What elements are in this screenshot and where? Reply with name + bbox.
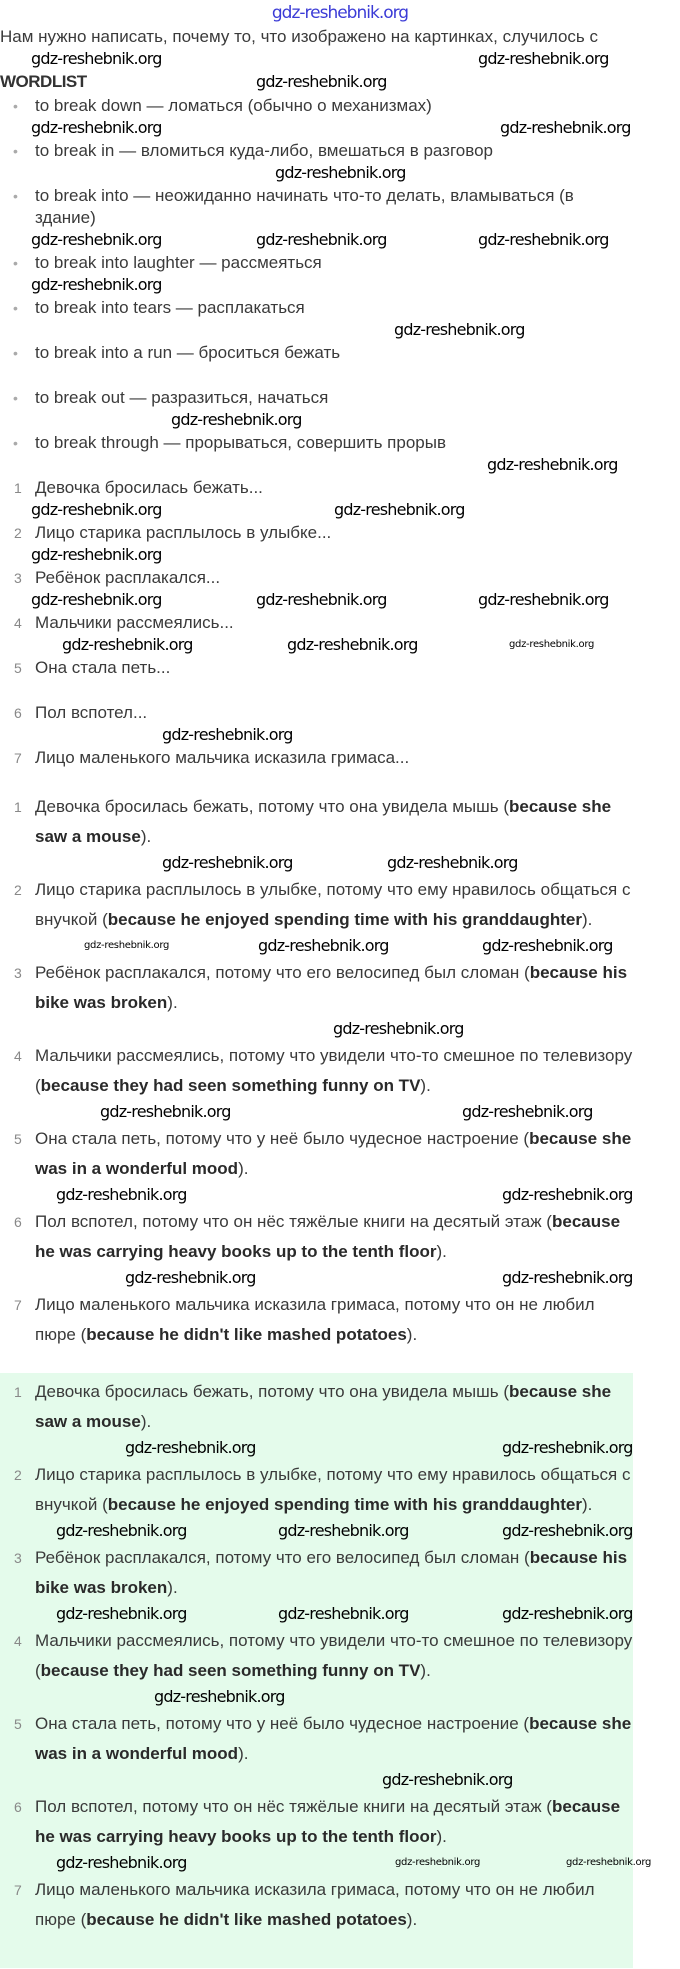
bullet-icon: •	[13, 390, 18, 406]
item-number: 6	[14, 1214, 22, 1230]
watermark-row	[0, 274, 680, 297]
watermark-row	[0, 1437, 633, 1460]
watermark: gdz-reshebnik.org	[478, 590, 609, 609]
watermark-row	[0, 454, 680, 477]
answer-text: Мальчики рассмеялись, потому что увидели что-то смешное по телевизору (	[35, 1046, 633, 1095]
watermark: gdz-reshebnik.org	[162, 725, 293, 744]
answer-item	[0, 1543, 635, 1603]
watermark-row	[0, 499, 680, 522]
item-number: 7	[14, 1297, 22, 1313]
answer-text: Ребёнок расплакался, потому что его велосипед был сломан (	[35, 963, 530, 982]
answer-english: because she saw a mouse	[35, 797, 612, 846]
sentence-text: Мальчики рассмеялись...	[35, 613, 234, 632]
wordlist-item	[0, 387, 635, 409]
watermark-row	[0, 319, 680, 342]
watermark-row	[0, 1603, 633, 1626]
item-number: 1	[14, 799, 22, 815]
item-number: 1	[14, 1384, 22, 1400]
watermark: gdz-reshebnik.org	[487, 455, 618, 474]
answer-text: ).	[167, 993, 178, 1012]
answer-text: ).	[406, 1910, 418, 1929]
watermark: gdz-reshebnik.org	[502, 1604, 633, 1623]
bullet-icon: •	[13, 143, 18, 159]
answer-text: Пол вспотел, потому что он нёс тяжёлые книги на десятый этаж (	[35, 1212, 552, 1231]
item-number: 7	[14, 750, 22, 766]
item-number: 3	[14, 570, 22, 586]
answer-text: Лицо старика расплылось в улыбке, потому что ему нравилось общаться с внучкой (	[35, 1465, 631, 1514]
item-number: 5	[14, 660, 22, 676]
watermark: gdz-reshebnik.org	[31, 118, 162, 137]
watermark: gdz-reshebnik.org	[125, 1438, 256, 1457]
watermark: gdz-reshebnik.org	[256, 590, 387, 609]
answer-item	[0, 1290, 635, 1350]
answer-item	[0, 792, 635, 852]
wordlist-item-text: to break into a run — броситься бежать	[35, 343, 341, 362]
answer-text: Пол вспотел, потому что он нёс тяжёлые книги на десятый этаж (	[35, 1797, 552, 1816]
watermark-row	[0, 724, 680, 747]
item-number: 3	[14, 1550, 22, 1566]
watermark: gdz-reshebnik.org	[56, 1853, 187, 1872]
watermark-row	[0, 1184, 680, 1207]
watermark: gdz-reshebnik.org	[84, 940, 170, 951]
wordlist-item-text: to break into — неожиданно начинать что-то делать, вламываться (в здание)	[35, 186, 574, 227]
answer-text: ).	[140, 827, 152, 846]
watermark: gdz-reshebnik.org	[171, 410, 302, 429]
item-number: 4	[14, 1048, 22, 1064]
watermark: gdz-reshebnik.org	[154, 1687, 285, 1706]
item-number: 6	[14, 1799, 22, 1815]
answer-text: ).	[140, 1412, 152, 1431]
watermark: gdz-reshebnik.org	[395, 1857, 481, 1868]
answer-item	[0, 1709, 635, 1769]
watermark: gdz-reshebnik.org	[502, 1438, 633, 1457]
watermark: gdz-reshebnik.org	[258, 936, 389, 955]
answer-english: because he was carrying heavy books up to the tenth floor	[35, 1797, 621, 1846]
watermark-row	[0, 1769, 633, 1792]
answer-text: ).	[406, 1325, 418, 1344]
wordlist-item-text: to break through — прорываться, совершить прорыв	[35, 433, 446, 452]
item-number: 2	[14, 882, 22, 898]
answer-english: because he enjoyed spending time with his granddaughter	[107, 910, 582, 929]
watermark: gdz-reshebnik.org	[31, 545, 162, 564]
item-number: 3	[14, 965, 22, 981]
answer-item	[0, 1460, 635, 1520]
watermark: gdz-reshebnik.org	[478, 49, 609, 68]
answer-text: Лицо маленького мальчика исказила гримаса, потому что он не любил пюре (	[35, 1295, 595, 1344]
watermark: gdz-reshebnik.org	[482, 936, 613, 955]
answer-text: ).	[238, 1744, 249, 1763]
sentence-text: Ребёнок расплакался...	[35, 568, 221, 587]
answer-text: Девочка бросилась бежать, потому что она увидела мышь (	[35, 797, 509, 816]
answer-item	[0, 1875, 635, 1935]
watermark-row	[0, 1935, 633, 1958]
wordlist-item-text: to break into laughter — рассмеяться	[35, 253, 322, 272]
watermark-row	[0, 679, 680, 702]
answer-list	[0, 792, 680, 1373]
answer-english: because he didn't like mashed potatoes	[86, 1325, 407, 1344]
answer-english: because they had seen something funny on TV	[40, 1076, 421, 1095]
watermark: gdz-reshebnik.org	[334, 500, 465, 519]
answer-item	[0, 1792, 635, 1852]
item-number: 7	[14, 1882, 22, 1898]
watermark: gdz-reshebnik.org	[502, 1185, 633, 1204]
answer-text: Ребёнок расплакался, потому что его велосипед был сломан (	[35, 1548, 530, 1567]
watermark: gdz-reshebnik.org	[278, 1521, 409, 1540]
wordlist-item	[0, 252, 635, 274]
watermark: gdz-reshebnik.org	[256, 230, 387, 249]
watermark: gdz-reshebnik.org	[509, 639, 595, 650]
item-number: 4	[14, 615, 22, 631]
answer-item	[0, 1041, 635, 1101]
answer-text: Лицо старика расплылось в улыбке, потому что ему нравилось общаться с внучкой (	[35, 880, 631, 929]
watermark: gdz-reshebnik.org	[56, 1185, 187, 1204]
answer-text: ).	[167, 1578, 178, 1597]
watermark-row	[0, 589, 680, 612]
sentence-text: Она стала петь...	[35, 658, 171, 677]
answer-text: ).	[436, 1827, 447, 1846]
answer-item	[0, 875, 635, 935]
sentence-text: Девочка бросилась бежать...	[35, 478, 263, 497]
bullet-icon: •	[13, 98, 18, 114]
sentence-item	[0, 477, 635, 499]
sentence-item	[0, 567, 635, 589]
item-number: 2	[14, 525, 22, 541]
bullet-icon: •	[13, 435, 18, 451]
watermark-row	[0, 364, 680, 387]
watermark: gdz-reshebnik.org	[256, 72, 387, 91]
watermark: gdz-reshebnik.org	[478, 230, 609, 249]
answer-text: Девочка бросилась бежать, потому что она увидела мышь (	[35, 1382, 509, 1401]
answer-english: because he didn't like mashed potatoes	[86, 1910, 407, 1929]
watermark: gdz-reshebnik.org	[125, 1268, 256, 1287]
watermark: gdz-reshebnik.org	[31, 49, 162, 68]
watermark-row	[0, 1852, 652, 1875]
answer-item	[0, 958, 635, 1018]
watermark-row	[0, 769, 680, 792]
watermark-row	[0, 935, 680, 958]
watermark: gdz-reshebnik.org	[275, 163, 406, 182]
answer-item	[0, 1626, 635, 1686]
sentence-item	[0, 747, 635, 769]
bullet-icon: •	[13, 188, 18, 204]
watermark-row	[0, 1101, 680, 1124]
watermark: gdz-reshebnik.org	[162, 853, 293, 872]
answer-text: Лицо маленького мальчика исказила гримаса, потому что он не любил пюре (	[35, 1880, 595, 1929]
answer-text: ).	[420, 1661, 431, 1680]
item-number: 4	[14, 1633, 22, 1649]
answer-text: Мальчики рассмеялись, потому что увидели что-то смешное по телевизору (	[35, 1631, 633, 1680]
watermark-row	[0, 852, 680, 875]
bullet-icon: •	[13, 300, 18, 316]
watermark: gdz-reshebnik.org	[333, 1019, 464, 1038]
answer-english: because he was carrying heavy books up to the tenth floor	[35, 1212, 621, 1261]
wordlist-heading: WORDLIST	[0, 72, 87, 91]
answer-text: Она стала петь, потому что у неё было чудесное настроение (	[35, 1129, 530, 1148]
wordlist-item	[0, 297, 635, 319]
watermark-row	[0, 117, 680, 140]
answer-item	[0, 1124, 635, 1184]
wordlist-item	[0, 140, 635, 162]
answer-text: ).	[436, 1242, 447, 1261]
watermark: gdz-reshebnik.org	[31, 230, 162, 249]
answer-item	[0, 1377, 635, 1437]
watermark: gdz-reshebnik.org	[394, 320, 525, 339]
sentence-item	[0, 702, 635, 724]
watermark: gdz-reshebnik.org	[287, 635, 418, 654]
item-number: 5	[14, 1716, 22, 1732]
answer-english: because she was in a wonderful mood	[35, 1129, 632, 1178]
watermark: gdz-reshebnik.org	[502, 1521, 633, 1540]
answer-text: ).	[581, 1495, 593, 1514]
watermark-row	[0, 1018, 680, 1041]
item-number: 6	[14, 705, 22, 721]
watermark: gdz-reshebnik.org	[462, 1102, 593, 1121]
wordlist-item-text: to break into tears — расплакаться	[35, 298, 305, 317]
answer-text: ).	[581, 910, 593, 929]
watermark-row	[0, 1267, 680, 1290]
answer-item	[0, 1207, 635, 1267]
watermark-row	[0, 162, 680, 185]
wordlist-item-text: to break down — ломаться (обычно о механизмах)	[35, 96, 432, 115]
watermark-row	[0, 1520, 633, 1543]
sentence-text: Пол вспотел...	[35, 703, 148, 722]
answer-english: because his bike was broken	[35, 1548, 628, 1597]
watermark-row	[0, 229, 680, 252]
watermark: gdz-reshebnik.org	[31, 500, 162, 519]
answer-text: ).	[420, 1076, 431, 1095]
sentence-text: Лицо маленького мальчика исказила гримаса...	[35, 748, 410, 767]
watermark: gdz-reshebnik.org	[382, 1770, 513, 1789]
item-number: 5	[14, 1131, 22, 1147]
watermark: gdz-reshebnik.org	[31, 275, 162, 294]
answer-text: ).	[238, 1159, 249, 1178]
watermark-row	[0, 1350, 680, 1373]
sentence-item	[0, 522, 635, 544]
wordlist-item	[0, 95, 635, 117]
answer-text: Она стала петь, потому что у неё было чудесное настроение (	[35, 1714, 530, 1733]
watermark: gdz-reshebnik.org	[62, 635, 193, 654]
wordlist-item-text: to break out — разразиться, начаться	[35, 388, 329, 407]
watermark-row	[0, 1686, 633, 1709]
header-watermark[interactable]: gdz-reshebnik.org	[271, 3, 409, 23]
wordlist-item-text: to break in — вломиться куда-либо, вмешаться в разговор	[35, 141, 494, 160]
sentence-list	[0, 477, 680, 792]
wordlist	[0, 95, 680, 477]
answer-english: because she saw a mouse	[35, 1382, 612, 1431]
watermark-row	[0, 48, 680, 71]
watermark-row	[0, 409, 680, 432]
watermark: gdz-reshebnik.org	[31, 590, 162, 609]
answer-english: because they had seen something funny on TV	[40, 1661, 421, 1680]
highlighted-answer-block	[0, 1373, 652, 1968]
wordlist-item	[0, 185, 635, 229]
watermark: gdz-reshebnik.org	[56, 1604, 187, 1623]
bullet-icon: •	[13, 255, 18, 271]
bullet-icon: •	[13, 345, 18, 361]
item-number: 2	[14, 1467, 22, 1483]
watermark: gdz-reshebnik.org	[500, 118, 631, 137]
watermark: gdz-reshebnik.org	[502, 1268, 633, 1287]
sentence-item	[0, 657, 635, 679]
sentence-text: Лицо старика расплылось в улыбке...	[35, 523, 332, 542]
answer-english: because she was in a wonderful mood	[35, 1714, 632, 1763]
wordlist-item	[0, 432, 635, 454]
wordlist-item	[0, 342, 635, 364]
watermark: gdz-reshebnik.org	[56, 1521, 187, 1540]
watermark-row	[0, 634, 680, 657]
intro-text: Нам нужно написать, почему то, что изображено на картинках, случилось с	[0, 27, 599, 46]
answer-english: because he enjoyed spending time with his granddaughter	[107, 1495, 582, 1514]
watermark: gdz-reshebnik.org	[387, 853, 518, 872]
sentence-item	[0, 612, 635, 634]
watermark-row	[0, 544, 680, 567]
answer-english: because his bike was broken	[35, 963, 628, 1012]
watermark: gdz-reshebnik.org	[278, 1604, 409, 1623]
wordlist-header	[0, 71, 680, 95]
watermark: gdz-reshebnik.org	[100, 1102, 231, 1121]
item-number: 1	[14, 480, 22, 496]
watermark: gdz-reshebnik.org	[566, 1857, 652, 1868]
